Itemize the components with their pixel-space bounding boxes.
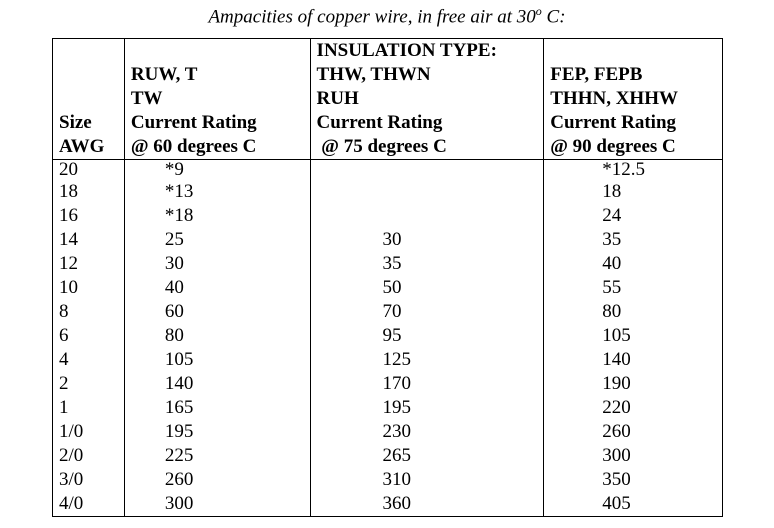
table-row <box>53 396 723 420</box>
cell-90c: 18 <box>544 180 723 204</box>
cell-90c: 405 <box>544 492 723 517</box>
cell-90c: 35 <box>544 228 723 252</box>
cell-60c: *9 <box>124 160 310 181</box>
header-size-blank <box>53 39 125 112</box>
header-col2-type-line: INSULATION TYPE: <box>316 40 497 61</box>
header-col3-types <box>544 39 723 112</box>
header-size <box>53 111 125 160</box>
cell-size: 20 <box>53 160 125 181</box>
header-col2-type-line: THW, THWN <box>316 64 431 85</box>
cell-90c: 190 <box>544 372 723 396</box>
header-col2-types <box>310 39 544 112</box>
ampacity-table <box>52 38 723 517</box>
cell-size: 4/0 <box>53 492 125 517</box>
cell-90c: 300 <box>544 444 723 468</box>
cell-size: 10 <box>53 276 125 300</box>
header-col1-rating-line: Current Rating <box>130 112 257 133</box>
header-col3-type-line: THHN, XHHW <box>550 88 678 109</box>
header-col2-rating-line: @ 75 degrees C <box>316 136 447 157</box>
cell-90c: 220 <box>544 396 723 420</box>
cell-60c: 40 <box>124 276 310 300</box>
table-row <box>53 492 723 517</box>
cell-90c: 105 <box>544 324 723 348</box>
table-row <box>53 276 723 300</box>
cell-size: 18 <box>53 180 125 204</box>
header-col3-rating-line: @ 90 degrees C <box>550 136 676 157</box>
cell-size: 8 <box>53 300 125 324</box>
cell-60c: 60 <box>124 300 310 324</box>
cell-size: 12 <box>53 252 125 276</box>
cell-75c: 195 <box>310 396 544 420</box>
cell-75c <box>310 204 544 228</box>
cell-60c: 165 <box>124 396 310 420</box>
table-row <box>53 372 723 396</box>
cell-75c: 95 <box>310 324 544 348</box>
cell-90c: 55 <box>544 276 723 300</box>
header-col1-type-line: RUW, T <box>130 64 198 85</box>
cell-75c: 360 <box>310 492 544 517</box>
cell-60c: 140 <box>124 372 310 396</box>
cell-75c <box>310 160 544 181</box>
table-row <box>53 468 723 492</box>
cell-60c: 195 <box>124 420 310 444</box>
cell-size: 2 <box>53 372 125 396</box>
cell-90c: 24 <box>544 204 723 228</box>
header-col2-type-line: RUH <box>316 88 359 109</box>
cell-60c: 300 <box>124 492 310 517</box>
header-col1-rating <box>124 111 310 160</box>
cell-size: 16 <box>53 204 125 228</box>
cell-size: 3/0 <box>53 468 125 492</box>
table-row <box>53 420 723 444</box>
table-row <box>53 228 723 252</box>
cell-75c <box>310 180 544 204</box>
cell-75c: 230 <box>310 420 544 444</box>
cell-90c: 80 <box>544 300 723 324</box>
cell-60c: 25 <box>124 228 310 252</box>
header-col2-rating-line: Current Rating <box>316 112 443 133</box>
table-row <box>53 348 723 372</box>
header-col3-rating <box>544 111 723 160</box>
table-header <box>53 39 723 160</box>
cell-75c: 170 <box>310 372 544 396</box>
cell-size: 2/0 <box>53 444 125 468</box>
cell-75c: 265 <box>310 444 544 468</box>
cell-60c: 105 <box>124 348 310 372</box>
caption-degree-mark: o <box>535 4 542 18</box>
table-row <box>53 160 723 181</box>
table-body <box>53 160 723 517</box>
cell-60c: 80 <box>124 324 310 348</box>
cell-90c: 260 <box>544 420 723 444</box>
cell-90c: 350 <box>544 468 723 492</box>
header-col1-rating-line: @ 60 degrees C <box>130 136 257 157</box>
cell-size: 6 <box>53 324 125 348</box>
header-col3-rating-line: Current Rating <box>550 112 677 133</box>
cell-60c: 225 <box>124 444 310 468</box>
table-caption <box>0 4 774 28</box>
cell-size: 1/0 <box>53 420 125 444</box>
cell-size: 1 <box>53 396 125 420</box>
cell-60c: *13 <box>124 180 310 204</box>
header-col2-rating <box>310 111 544 160</box>
cell-60c: *18 <box>124 204 310 228</box>
table-row <box>53 300 723 324</box>
cell-60c: 30 <box>124 252 310 276</box>
cell-90c: 140 <box>544 348 723 372</box>
cell-75c: 30 <box>310 228 544 252</box>
header-size-line: AWG <box>59 136 105 157</box>
header-col1-types <box>124 39 310 112</box>
caption-suffix: C: <box>541 6 566 28</box>
caption-text: Ampacities of copper wire, in free air at 30 <box>208 6 536 28</box>
cell-90c: 40 <box>544 252 723 276</box>
cell-75c: 50 <box>310 276 544 300</box>
header-col3-type-line: FEP, FEPB <box>550 64 643 85</box>
cell-60c: 260 <box>124 468 310 492</box>
table-row <box>53 204 723 228</box>
cell-75c: 310 <box>310 468 544 492</box>
table-row <box>53 324 723 348</box>
cell-75c: 35 <box>310 252 544 276</box>
cell-size: 14 <box>53 228 125 252</box>
cell-75c: 125 <box>310 348 544 372</box>
cell-90c: *12.5 <box>544 160 723 181</box>
table-row <box>53 180 723 204</box>
header-col1-type-line: TW <box>130 88 163 109</box>
cell-size: 4 <box>53 348 125 372</box>
table-row <box>53 444 723 468</box>
cell-75c: 70 <box>310 300 544 324</box>
header-size-line: Size <box>59 112 92 133</box>
table-row <box>53 252 723 276</box>
